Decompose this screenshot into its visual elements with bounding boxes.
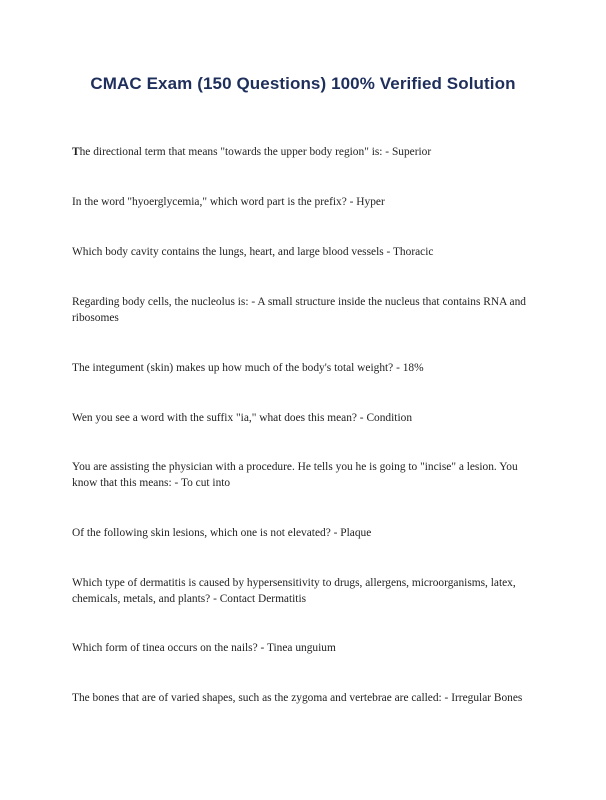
question-item: Wen you see a word with the suffix "ia," what does this mean? - Condition	[72, 412, 413, 424]
question-item: Which body cavity contains the lungs, heart, and large blood vessels - Thoracic	[72, 246, 434, 258]
question-item: Of the following skin lesions, which one is not elevated? - Plaque	[72, 527, 372, 539]
question-item: Which type of dermatitis is caused by hypersensitivity to drugs, allergens, microorganisms, latex, chemicals, metals, and plants? - Contact Dermatitis	[72, 577, 516, 605]
question-item: The integument (skin) makes up how much of the body's total weight? - 18%	[72, 362, 424, 374]
question-item: In the word "hyoerglycemia," which word part is the prefix? - Hyper	[72, 196, 385, 208]
question-item: Regarding body cells, the nucleolus is: - A small structure inside the nucleus that contains RNA and ribosomes	[72, 296, 526, 324]
question-item: The bones that are of varied shapes, such as the zygoma and vertebrae are called: - Irregular Bones	[72, 692, 523, 704]
document-title: CMAC Exam (150 Questions) 100% Verified Solution	[90, 74, 516, 93]
question-item: Which form of tinea occurs on the nails? - Tinea unguium	[72, 642, 336, 654]
question-item: You are assisting the physician with a procedure. He tells you he is going to "incise" a lesion. You know that this means: - To cut into	[72, 461, 518, 489]
question-item: The directional term that means "towards the upper body region" is: - Superior	[72, 146, 432, 158]
